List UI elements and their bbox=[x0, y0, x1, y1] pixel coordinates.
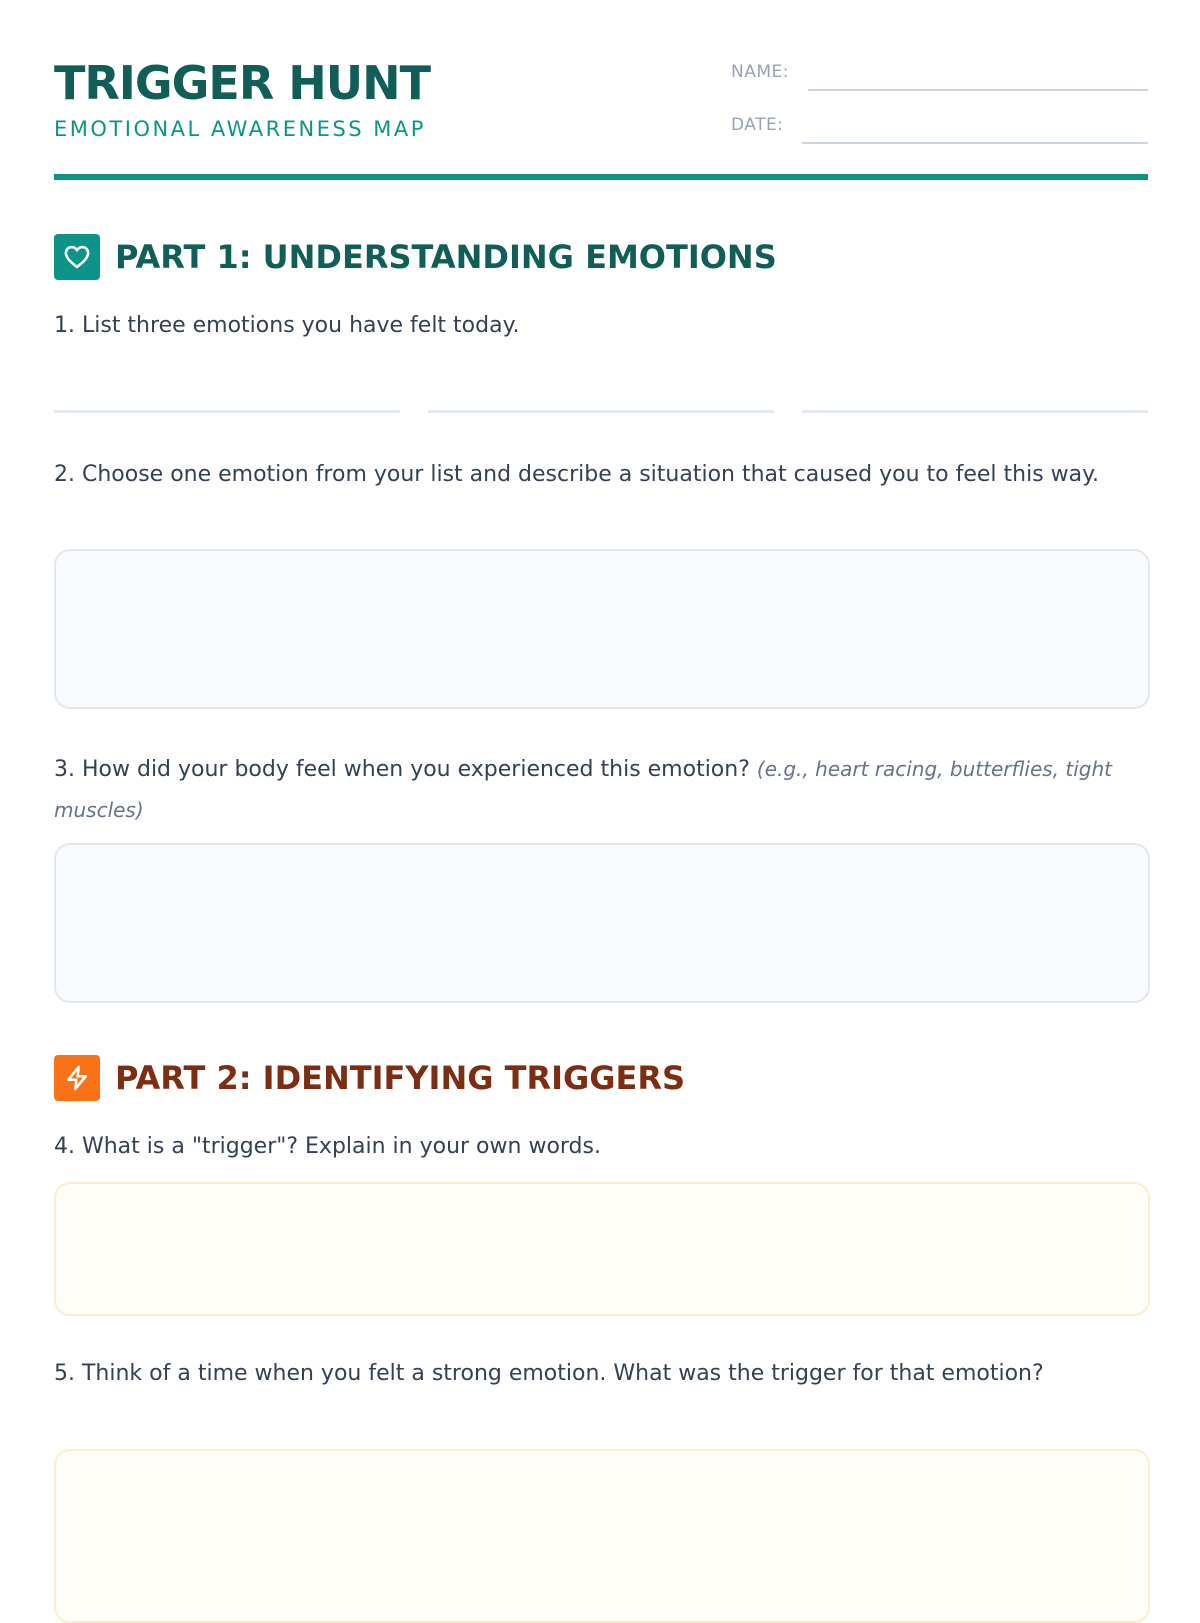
answer-box-3[interactable] bbox=[54, 843, 1150, 1003]
header-divider bbox=[54, 174, 1148, 180]
heart-icon bbox=[54, 234, 100, 280]
worksheet-title: TRIGGER HUNT bbox=[54, 56, 431, 110]
name-field[interactable] bbox=[808, 89, 1148, 91]
question-3-hint: (e.g., heart racing, butterflies, tight muscles) bbox=[54, 757, 1113, 822]
question-5: 5. Think of a time when you felt a strong emotion. What was the trigger for that emotion? bbox=[54, 1361, 1044, 1386]
lightning-icon bbox=[54, 1055, 100, 1101]
worksheet-header bbox=[54, 0, 1148, 182]
part1-title: PART 1: UNDERSTANDING EMOTIONS bbox=[115, 238, 777, 276]
question-3 bbox=[54, 749, 1148, 831]
emotion-answer-line-3[interactable] bbox=[802, 410, 1148, 413]
worksheet-subtitle: EMOTIONAL AWARENESS MAP bbox=[54, 117, 426, 141]
answer-box-4[interactable] bbox=[54, 1182, 1150, 1316]
answer-box-2[interactable] bbox=[54, 549, 1150, 709]
question-1: 1. List three emotions you have felt today. bbox=[54, 313, 520, 338]
question-3-text: 3. How did your body feel when you experienced this emotion? bbox=[54, 757, 750, 782]
answer-box-5[interactable] bbox=[54, 1449, 1150, 1623]
date-field[interactable] bbox=[802, 142, 1148, 144]
question-4: 4. What is a "trigger"? Explain in your own words. bbox=[54, 1134, 601, 1159]
question-2: 2. Choose one emotion from your list and describe a situation that caused you to feel this way. bbox=[54, 462, 1100, 487]
emotion-answer-line-1[interactable] bbox=[54, 410, 400, 413]
part2-title: PART 2: IDENTIFYING TRIGGERS bbox=[115, 1059, 686, 1097]
emotion-answer-line-2[interactable] bbox=[428, 410, 774, 413]
name-label: NAME: bbox=[731, 62, 789, 82]
date-label: DATE: bbox=[731, 115, 784, 135]
